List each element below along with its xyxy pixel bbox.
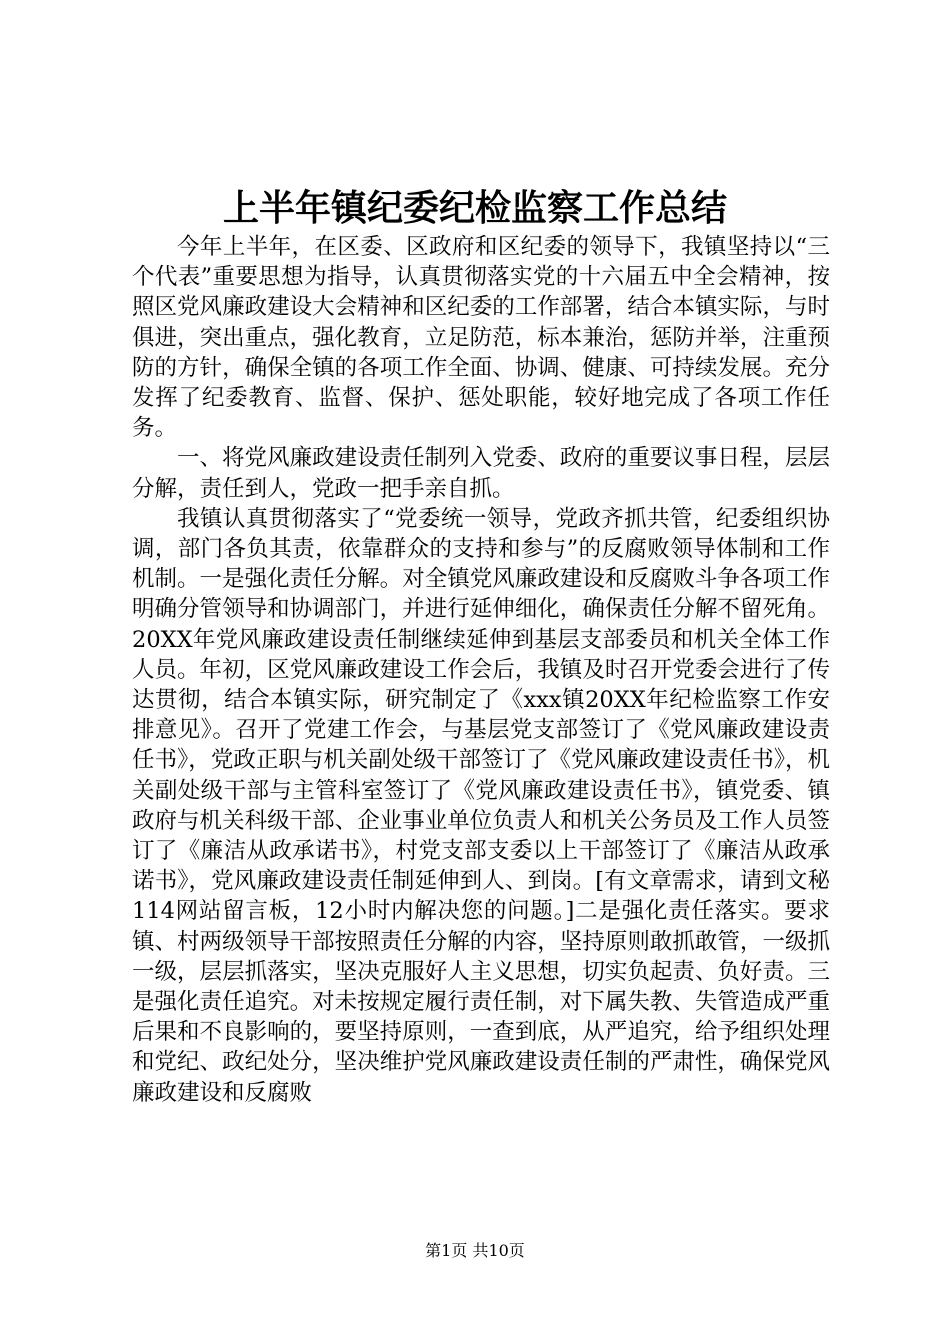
page-number-footer: 第1页 共10页	[425, 1241, 525, 1260]
paragraph-intro: 今年上半年，在区委、区政府和区纪委的领导下，我镇坚持以“三个代表”重要思想为指导，认真贯彻落实党的十六届五中全会精神，按照区党风廉政建设大会精神和区纪委的工作部署，结合本镇实际，与时俱进，突出重点，强化教育，立足防范，标本兼治，惩防并举，注重预防的方针，确保全镇的各项工作全面、协调、健康、可持续发展。充分发挥了纪委教育、监督、保护、惩处职能，较好地完成了各项工作任务。	[132, 234, 830, 442]
document-title: 上半年镇纪委纪检监察工作总结	[222, 187, 727, 229]
document-body	[132, 232, 830, 1108]
paragraph-section-body: 我镇认真贯彻落实了“党委统一领导，党政齐抓共管，纪委组织协调，部门各负其责，依靠群众的支持和参与”的反腐败领导体制和工作机制。一是强化责任分解。对全镇党风廉政建设和反腐败斗争各项工作明确分管领导和协调部门，并进行延伸细化，确保责任分解不留死角。20XX年党风廉政建设责任制继续延伸到基层支部委员和机关全体工作人员。年初，区党风廉政建设工作会后，我镇及时召开党委会进行了传达贯彻，结合本镇实际，研究制定了《xxx镇20XX年纪检监察工作安排意见》。召开了党建工作会，与基层党支部签订了《党风廉政建设责任书》，党政正职与机关副处级干部签订了《党风廉政建设责任书》，机关副处级干部与主管科室签订了《党风廉政建设责任书》，镇党委、镇政府与机关科级干部、企业事业单位负责人和机关公务员及工作人员签订了《廉洁从政承诺书》，村党支部支委以上干部签订了《廉洁从政承诺书》，党风廉政建设责任制延伸到人、到岗。[有文章需求，请到文秘114网站留言板，12小时内解决您的问题。]二是强化责任落实。要求镇、村两级领导干部按照责任分解的内容，坚持原则敢抓敢管，一级抓一级，层层抓落实，坚决克服好人主义思想，切实负起责、负好责。三是强化责任追究。对未按规定履行责任制，对下属失教、失管造成严重后果和不良影响的，要坚持原则，一查到底，从严追究，给予组织处理和党纪、政纪处分，坚决维护党风廉政建设责任制的严肃性，确保党风廉政建设和反腐败	[132, 505, 830, 1106]
paragraph-section-heading: 一、将党风廉政建设责任制列入党委、政府的重要议事日程，层层分解，责任到人，党政一把手亲自抓。	[132, 445, 830, 502]
